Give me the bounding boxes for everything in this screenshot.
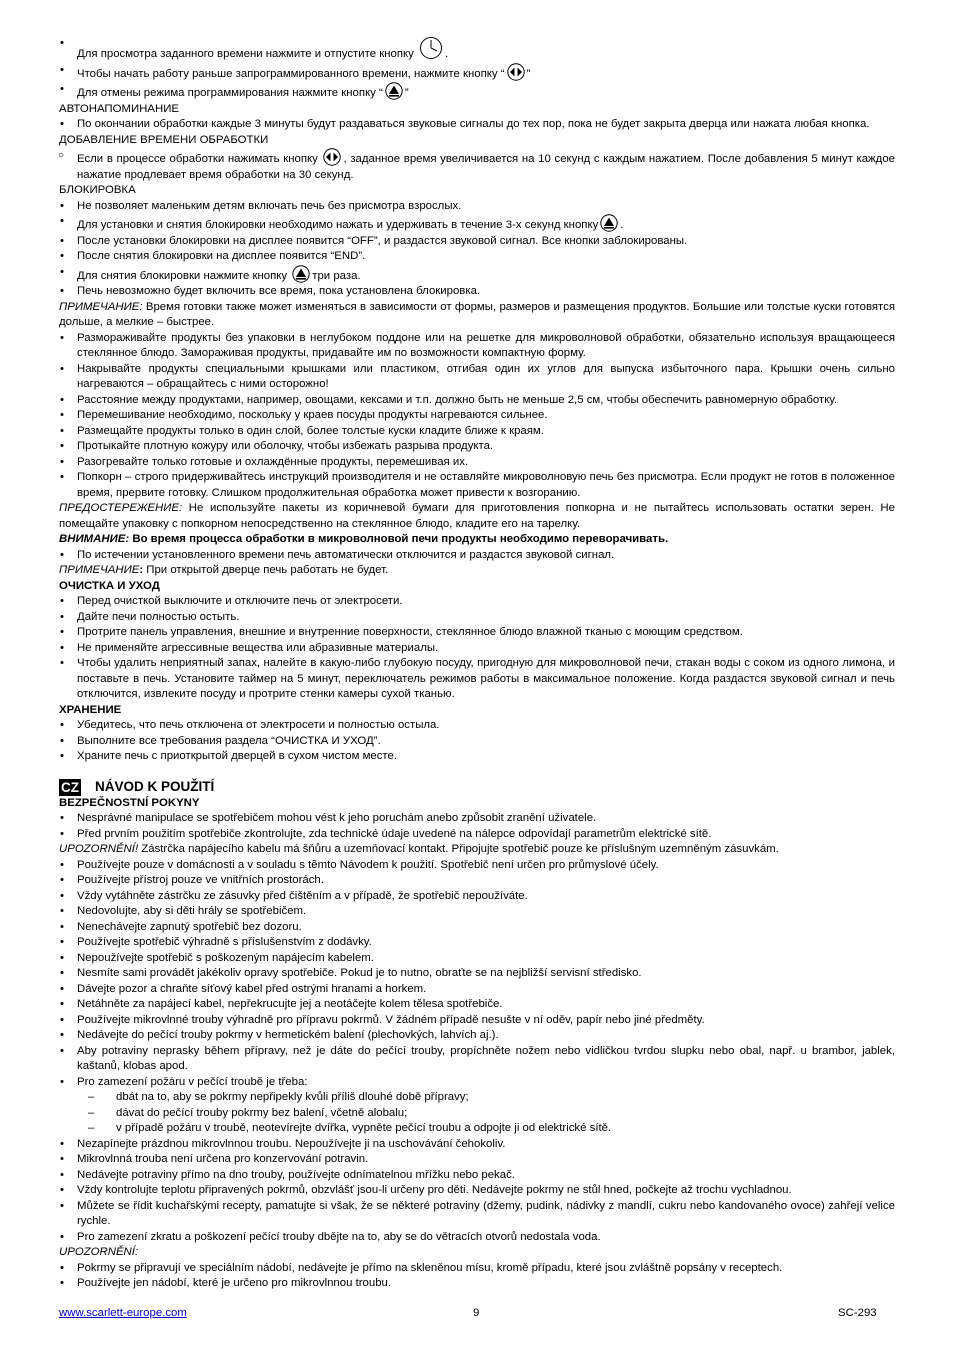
dash-list [59, 1090, 895, 1137]
list-item: • Не позволяет маленьким детям включать печь без присмотра взрослых. [59, 199, 895, 215]
list-item: • Перед очисткой выключите и отключите печь от электросети. [59, 594, 895, 610]
list-item: • Попкорн – строго придерживайтесь инструкций производителя и не оставляйте микроволновую печь без присмотра. Если продукт не готов в положенное время, прервите готовку. Слишком продолжительная обработка может привести к возгоранию. [59, 470, 895, 501]
list-item: • Nesprávné manipulace se spotřebičem mohou vést k jeho poruchám anebo způsobit zranění uživatele. [59, 811, 895, 827]
model-number: SC-293 [838, 1307, 877, 1319]
list-item: • Používejte mikrovlnné trouby výhradně pro přípravu pokrmů. V žádném případě nesušte v ní oděv, papír nebo jiné předměty. [59, 1013, 895, 1029]
list-item: • После установки блокировки на дисплее появится “OFF”, и раздастся звуковой сигнал. Все кнопки заблокированы. [59, 234, 895, 250]
list-item: • Для снятия блокировки нажмите кнопку три раза. [59, 265, 895, 285]
section-heading: ДОБАВЛЕНИЕ ВРЕМЕНИ ОБРАБОТКИ [59, 133, 269, 146]
lock-triangle-icon [600, 214, 618, 232]
list-item: • Netáhněte za napájecí kabel, nepřekrucujte jej a neotáčejte kolem tělesa spotřebiče. [59, 997, 895, 1013]
store-list [59, 718, 895, 765]
list-item: • Не применяйте агрессивные вещества или абразивные материалы. [59, 641, 895, 657]
note-paragraph: ПРИМЕЧАНИЕ: При открытой дверце печь работать не будет. [59, 564, 389, 576]
list-item: • После снятия блокировки на дисплее появится “END”. [59, 249, 895, 265]
list-item: • По окончании обработки каждые 3 минуты будут раздаваться звуковые сигналы до тех пор, пока не будет закрыта дверца или нажата любая кнопка. [59, 117, 895, 133]
list-item: • Размещайте продукты только в один слой, более толстые куски кладите ближе к краям. [59, 424, 895, 440]
stop-triangle-icon [385, 82, 403, 100]
list-item: • Расстояние между продуктами, например, овощами, кексами и т.п. должно быть не меньше 2,5 см, чтобы обеспечить равномерную обработку. [59, 393, 895, 409]
list-item: • Pokrmy se připravují ve speciálním nádobí, nedávejte je přímo na skleněnou mísu, kromě případu, které jsou zvláštně popsány v receptech. [59, 1261, 895, 1277]
list-item: • Размораживайте продукты без упаковки в неглубоком поддоне или на решетке для микроволновой обработки, обязательно используя вращающееся стеклянное блюдо. Замораживая продукты, придавайте им по возможности компактную форму. [59, 331, 895, 362]
list-item: – v případě požáru v troubě, neotevírejte dvířka, vypněte pečící troubu a odpojte ji od elektrické sítě. [59, 1121, 895, 1137]
list-item: • Разогревайте только готовые и охлаждённые продукты, перемешивая их. [59, 455, 895, 471]
list-item: • Nepoužívejte spotřebič s poškozeným napájecím kabelem. [59, 951, 895, 967]
start-arrows-icon [507, 63, 525, 81]
list-item: • Vždy vytáhněte zástrčku ze zásuvky před čištěním a v případě, že spotřebič nepoužíváte. [59, 889, 895, 905]
list-item: • Před prvním použitím spotřebiče zkontrolujte, zda technické údaje uvedené na nálepce odpovídají parametrům elektrické sítě. [59, 827, 895, 843]
clock-icon [419, 36, 443, 60]
list-item: • Pro zamezení zkratu a poškození pečící trouby dbějte na to, aby se do větracích otvorů nedostala voda. [59, 1230, 895, 1246]
safety-list [59, 1261, 895, 1292]
page-number: 9 [473, 1307, 480, 1319]
warning-heading: UPOZORNĚNÍ: [59, 1246, 139, 1258]
list-item: ○ Если в процессе обработки нажимать кнопку , заданное время увеличивается на 10 секунд с каждым нажатием. После добавления 5 минут каждое нажатие продлевает время обработки на 30 секунд. [59, 148, 895, 183]
list-item: • Nenechávejte zapnutý spotřebič bez dozoru. [59, 920, 895, 936]
section-heading: BEZPEČNOSTNÍ POKYNY [59, 796, 200, 809]
page-content [59, 36, 895, 1292]
list-item: • Для установки и снятия блокировки необходимо нажать и удерживать в течение 3-х секунд кнопку . [59, 214, 895, 234]
list-item: • Používejte spotřebič výhradně s příslušenstvím z dodávky. [59, 935, 895, 951]
list-item: • Nedávejte potraviny přímo na dno trouby, používejte odnímatelnou mřížku nebo pekač. [59, 1168, 895, 1184]
lock-triangle-icon [292, 265, 310, 283]
list-item: • Vždy kontrolujte teplotu připravených pokrmů, obzvlášť jsou-li určeny pro děti. Nedávejte pokrmy ne stůl hned, počkejte až trochu vychladnou. [59, 1183, 895, 1199]
list-item: • Nesmíte sami provádět jakékoliv opravy spotřebiče. Pokud je to nutno, obraťte se na nejbližší servisní středisko. [59, 966, 895, 982]
clean-list [59, 594, 895, 703]
tips-list [59, 331, 895, 502]
list-item: • Для отмены режима программирования нажмите кнопку “ ” [59, 82, 895, 102]
safety-list [59, 858, 895, 1091]
section-title: NÁVOD K POUŽITÍ [95, 779, 215, 795]
list-item: • Протрите панель управления, внешние и внутренние поверхности, стеклянное блюдо влажной тканью с моющим средством. [59, 625, 895, 641]
cz-section-header [59, 779, 895, 796]
safety-list [59, 811, 895, 842]
list-item: • Убедитесь, что печь отключена от электросети и полностью остыла. [59, 718, 895, 734]
list-item: • Перемешивание необходимо, поскольку у краев посуды продукты нагреваются сильнее. [59, 408, 895, 424]
section-heading: БЛОКИРОВКА [59, 184, 136, 196]
list-item: • Чтобы начать работу раньше запрограммированного времени, нажмите кнопку “ ” [59, 63, 895, 83]
list-item: • Dávejte pozor a chraňte síťový kabel před ostrými hranami a horkem. [59, 982, 895, 998]
list-item: • Používejte pouze v domácnosti a v souladu s tẽmto Návodem k použití. Spotřebič není určen pro průmyslové účely. [59, 858, 895, 874]
list-item: • Печь невозможно будет включить все время, пока установлена блокировка. [59, 284, 895, 300]
website-link[interactable]: www.scarlett-europe.com [59, 1307, 187, 1319]
list-item: • Nedovolujte, aby si děti hrály se spotřebičem. [59, 904, 895, 920]
list-item: • Aby potraviny neprasky během přípravy, než je dáte do pečící trouby, propíchněte nožem nebo vidličkou tvrdou slupku nebo obal, např. u brambor, jablek, kaštanů, klobas apod. [59, 1044, 895, 1075]
list-item: • Накрывайте продукты специальными крышками или пластиком, отгибая один их углов для выпуска избыточного пара. Крышки очень сильно нагреваются – обращайтесь с ними осторожно! [59, 362, 895, 393]
list-item: • Používejte jen nádobí, které je určeno pro mikrovlnnou troubu. [59, 1276, 895, 1292]
note-paragraph: ПРИМЕЧАНИЕ: Время готовки также может изменяться в зависимости от формы, размеров и размещения продуктов. Большие или толстые куски готовятся дольше, а мелкие – быстрее. [59, 300, 895, 328]
list-item: • Протыкайте плотную кожуру или оболочку, чтобы избежать разрыва продукта. [59, 439, 895, 455]
caution-paragraph: ПРЕДОСТЕРЕЖЕНИЕ: Не используйте пакеты из коричневой бумаги для приготовления попкорна и не пытайтесь использовать остатки зерен. Не помещайте упаковку с попкорном непосредственно на стеклянное блюдо, кладите его на тарелку. [59, 502, 895, 530]
section-heading: ХРАНЕНИЕ [59, 703, 122, 716]
list-item: • Для просмотра заданного времени нажмите и отпустите кнопку . [59, 36, 895, 63]
list-item: • Храните печь с приоткрытой дверцей в сухом чистом месте. [59, 749, 895, 765]
list-item: • Чтобы удалить неприятный запах, налейте в какую-либо глубокую посуду, пригодную для микроволновой печи, стакан воды с соком из одного лимона, и поставьте в печь. Установите таймер на 5 минут, переключатель режимов работы в максимальное положение. Когда раздастся звуковой сигнал и печь отключится, извлеките посуду и протрите стенки камеры сухой тканью. [59, 656, 895, 703]
list-item: – dávat do pečící trouby pokrmy bez balení, včetně alobalu; [59, 1106, 895, 1122]
list-item: • Pro zamezení požáru v pečící troubě je třeba: [59, 1075, 895, 1091]
list-item: • Дайте печи полностью остыть. [59, 610, 895, 626]
list-item: • По истечении установленного времени печь автоматически отключится и раздастся звуковой сигнал. [59, 548, 895, 564]
list-item: • Můžete se řídit kuchařskými recepty, pamatujte si však, že se některé potraviny (džemy, pudink, nádivky z mandlí, cukru nebo kandovaného ovoce) zahřejí velice rychle. [59, 1199, 895, 1230]
attention-paragraph: ВНИМАНИЕ: Во время процесса обработки в микроволновой печи продукты необходимо переворачивать. [59, 533, 669, 545]
safety-list [59, 1137, 895, 1246]
list-item: • Nedávejte do pečící trouby pokrmy v hermetickém balení (plechovkých, lahvích aj.). [59, 1028, 895, 1044]
warning-paragraph: UPOZORNĚNÍ! Zástrčka napájecího kabelu má šňůru a uzemňovací kontakt. Připojujte spotřebič pouze ke příslušným uzemněným zásuvkám. [59, 843, 779, 855]
list-item: • Používejte přístroj pouze ve vnitřních prostorách. [59, 873, 895, 889]
section-heading: АВТОНАПОМИНАНИЕ [59, 102, 179, 115]
list-item: • Mikrovlnná trouba není určena pro konzervování potravin. [59, 1152, 895, 1168]
list-item: – dbát na to, aby se pokrmy nepřipekly kvůli příliš dlouhé době přípravy; [59, 1090, 895, 1106]
list-item: • Выполните все требования раздела “ОЧИСТКА И УХОД”. [59, 734, 895, 750]
start-arrows-icon [323, 148, 341, 166]
list-item: • Nezapínejte prázdnou mikrovlnnou troubu. Nepoužívejte ji na uschovávání čehokoliv. [59, 1137, 895, 1153]
language-badge: CZ [61, 779, 79, 795]
section-heading: ОЧИСТКА И УХОД [59, 579, 160, 592]
